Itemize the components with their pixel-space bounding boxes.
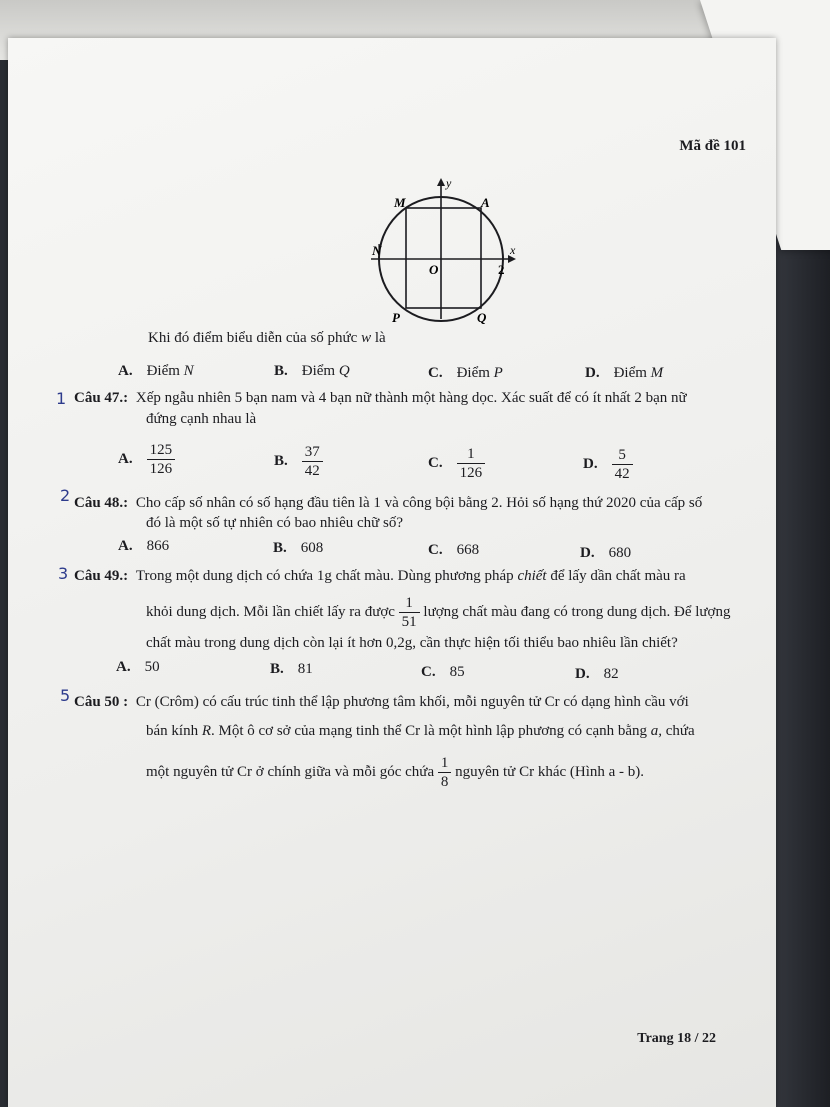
q48-option-a[interactable]: A. 866 — [118, 538, 170, 554]
rectangle — [406, 208, 481, 308]
label-y: y — [446, 176, 452, 190]
fraction: $\frac{5}{42}$ — [612, 446, 633, 483]
q49-option-b[interactable]: B. 81 — [270, 661, 313, 677]
fraction: $\frac{1}{51}$ — [399, 594, 420, 631]
exam-page — [8, 38, 776, 1107]
label-o: O — [429, 262, 439, 277]
handwritten-mark-2: 2 — [60, 486, 71, 505]
q48-text-2: đó là một số tự nhiên có bao nhiêu chữ số? — [146, 515, 404, 531]
q49-text-3: chất màu trong dung dịch còn lại ít hơn 0,2g, cần thực hiện tối thiểu bao nhiêu lần chiết? — [146, 635, 678, 651]
q46-stem: Khi đó điểm biểu diễn của số phức w là — [148, 330, 386, 346]
q47-option-d[interactable]: D. $\frac{5}{42}$ — [583, 446, 633, 483]
q49-option-d[interactable]: D. 82 — [575, 666, 619, 682]
handwritten-mark-3: 3 — [58, 564, 69, 583]
label-n: N — [372, 243, 382, 258]
page-number: Trang 18 / 22 — [637, 1031, 716, 1046]
q50-text: Câu 50 : Cr (Crôm) có cấu trúc tinh thể lập phương tâm khối, mỗi nguyên tử Cr có dạng hình cầu với — [74, 694, 689, 710]
q47-option-b[interactable]: B. $\frac{37}{42}$ — [274, 443, 323, 480]
q49-option-c[interactable]: C. 85 — [421, 664, 465, 680]
q48-option-d[interactable]: D. 680 — [580, 545, 632, 561]
fraction: $\frac{1}{126}$ — [457, 445, 486, 482]
q48-option-c[interactable]: C. 668 — [428, 542, 480, 558]
label-q: Q — [477, 310, 487, 324]
exam-code: Mã đề 101 — [679, 138, 746, 154]
q49-text: Câu 49.: Trong một dung dịch có chứa 1g chất màu. Dùng phương pháp chiết để lấy dần chất màu ra — [74, 568, 686, 584]
label-m: M — [394, 195, 406, 210]
fraction: $\frac{125}{126}$ — [147, 441, 176, 478]
q46-option-a[interactable]: A. Điểm N — [118, 363, 194, 379]
fraction: $\frac{1}{8}$ — [438, 754, 452, 791]
q49-text-2: khỏi dung dịch. Mỗi lần chiết lấy ra được $\frac{1}{51}$ lượng chất màu đang có trong dung dịch. Để lượng — [146, 595, 731, 630]
handwritten-mark-5: 5 — [60, 686, 71, 705]
label-a: A — [481, 195, 490, 210]
q47-option-c[interactable]: C. $\frac{1}{126}$ — [428, 445, 485, 482]
q46-option-c[interactable]: C. Điểm P — [428, 365, 503, 381]
label-p: P — [392, 310, 400, 324]
q50-text-2: bán kính R. Một ô cơ sở của mạng tinh thể Cr là một hình lập phương có cạnh bằng a, chứa — [146, 723, 695, 739]
q48-option-b[interactable]: B. 608 — [273, 540, 324, 556]
q46-option-d[interactable]: D. Điểm M — [585, 365, 664, 381]
q49-option-a[interactable]: A. 50 — [116, 659, 160, 675]
label-x: x — [510, 243, 516, 257]
fraction: $\frac{37}{42}$ — [302, 443, 323, 480]
q50-text-3: một nguyên tử Cr ở chính giữa và mỗi góc chứa $\frac{1}{8}$ nguyên tử Cr khác (Hình a - b). — [146, 755, 645, 790]
q46-option-b[interactable]: B. Điểm Q — [274, 363, 350, 379]
handwritten-mark-1: 1 — [56, 389, 67, 408]
q47-option-a[interactable]: A. $\frac{125}{126}$ — [118, 441, 175, 478]
q48-text: Câu 48.: Cho cấp số nhân có số hạng đầu tiên là 1 và công bội bằng 2. Hỏi số hạng thứ 2020 của cấp số — [74, 495, 703, 511]
q47-text-2: đứng cạnh nhau là — [146, 411, 257, 427]
y-axis-arrow-icon — [437, 178, 445, 186]
label-2: 2 — [498, 262, 505, 277]
complex-plane-figure — [366, 174, 526, 324]
q47-text: Câu 47.: Xếp ngẫu nhiên 5 bạn nam và 4 bạn nữ thành một hàng dọc. Xác suất để có ít nhất 2 bạn nữ — [74, 390, 687, 406]
